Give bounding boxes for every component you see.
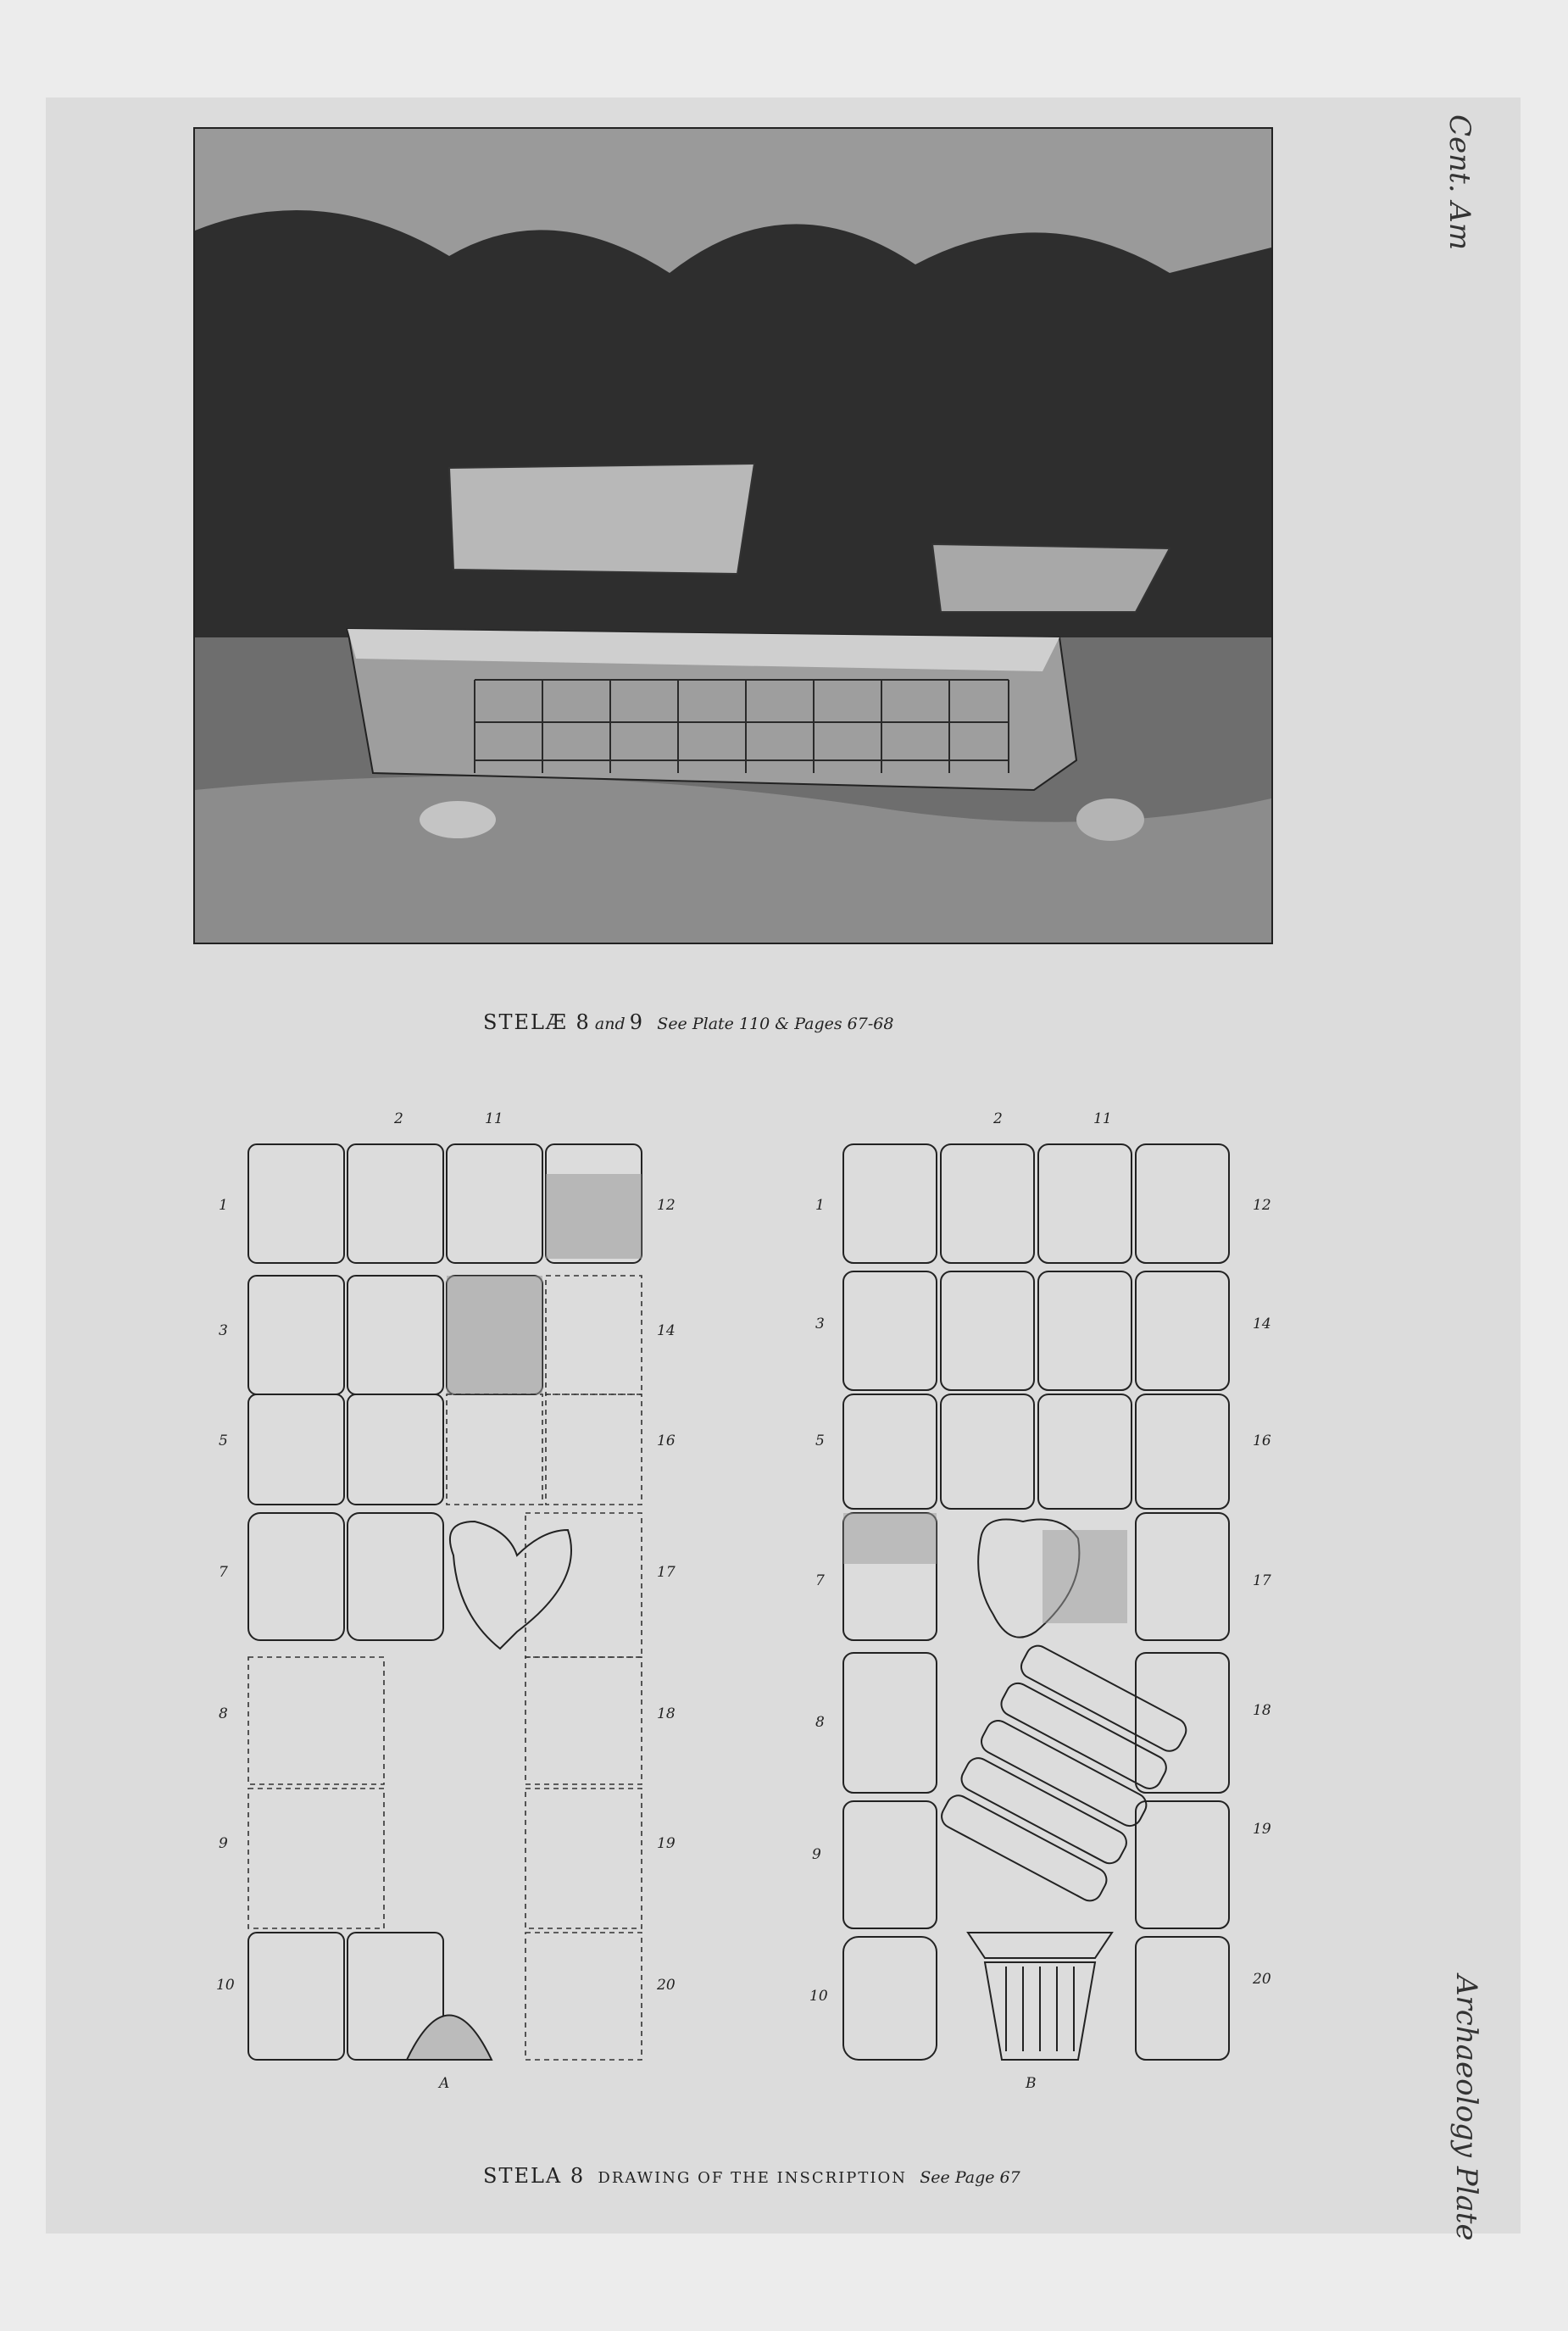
photo-caption-main: STELÆ 8 bbox=[483, 1010, 591, 1034]
stelae-photograph bbox=[193, 127, 1273, 944]
photo-caption bbox=[483, 1010, 893, 1034]
panel-a-col-label: 2 bbox=[394, 1110, 403, 1127]
panel-a-row-label: 12 bbox=[657, 1197, 676, 1214]
panel-b-row-label: 5 bbox=[815, 1433, 825, 1449]
panel-a-row-label: 16 bbox=[657, 1433, 676, 1449]
panel-a-drawing bbox=[246, 1140, 653, 2064]
photo-caption-ref: See Plate 110 & Pages 67-68 bbox=[657, 1015, 894, 1033]
panel-b-row-label: 3 bbox=[815, 1316, 825, 1332]
drawing-caption-ref: See Page 67 bbox=[920, 2168, 1020, 2187]
panel-b-drawing bbox=[841, 1140, 1246, 2064]
margin-note-bottom: Archaeology Plate bbox=[1449, 1975, 1483, 2241]
panel-b-row-label: 14 bbox=[1253, 1316, 1271, 1332]
panel-a-row-label: 10 bbox=[216, 1977, 235, 1994]
panel-b-row-label: 12 bbox=[1253, 1197, 1271, 1214]
panel-a-row-label: 8 bbox=[219, 1705, 228, 1722]
panel-a-row-label: 20 bbox=[657, 1977, 676, 1994]
panel-b-col-label: 11 bbox=[1093, 1110, 1112, 1127]
panel-b-row-label: 7 bbox=[815, 1572, 825, 1589]
panel-b-label: B bbox=[1026, 2075, 1037, 2092]
panel-b-row-label: 9 bbox=[812, 1846, 821, 1863]
panel-a-label: A bbox=[439, 2075, 450, 2092]
margin-note-top: Cent. Am bbox=[1443, 114, 1476, 251]
panel-b-row-label: 20 bbox=[1253, 1971, 1271, 1988]
panel-b-row-label: 16 bbox=[1253, 1433, 1271, 1449]
panel-a-row-label: 18 bbox=[657, 1705, 676, 1722]
panel-a-row-label: 5 bbox=[219, 1433, 228, 1449]
panel-a-col-label: 11 bbox=[485, 1110, 503, 1127]
panel-b-row-label: 8 bbox=[815, 1714, 825, 1731]
panel-a-row-label: 17 bbox=[657, 1564, 676, 1581]
panel-b-col-label: 2 bbox=[993, 1110, 1003, 1127]
panel-a-row-label: 1 bbox=[219, 1197, 228, 1214]
panel-a-row-label: 9 bbox=[219, 1835, 228, 1852]
panel-a-row-label: 14 bbox=[657, 1322, 676, 1339]
panel-b-row-label: 17 bbox=[1253, 1572, 1271, 1589]
drawing-caption-desc: DRAWING OF THE INSCRIPTION bbox=[598, 2169, 908, 2187]
panel-b-row-label: 18 bbox=[1253, 1702, 1271, 1719]
photo-caption-nine: 9 bbox=[629, 1010, 645, 1034]
panel-b-row-label: 10 bbox=[809, 1988, 828, 2005]
panel-a-row-label: 3 bbox=[219, 1322, 228, 1339]
panel-a-row-label: 19 bbox=[657, 1835, 676, 1852]
photo-illustration bbox=[195, 129, 1271, 943]
panel-a-row-label: 7 bbox=[219, 1564, 228, 1581]
photo-caption-and: and bbox=[594, 1015, 626, 1033]
drawing-caption-main: STELA 8 bbox=[483, 2164, 586, 2188]
panel-b-row-label: 1 bbox=[815, 1197, 825, 1214]
drawing-caption bbox=[483, 2164, 1020, 2188]
panel-b-row-label: 19 bbox=[1253, 1821, 1271, 1838]
